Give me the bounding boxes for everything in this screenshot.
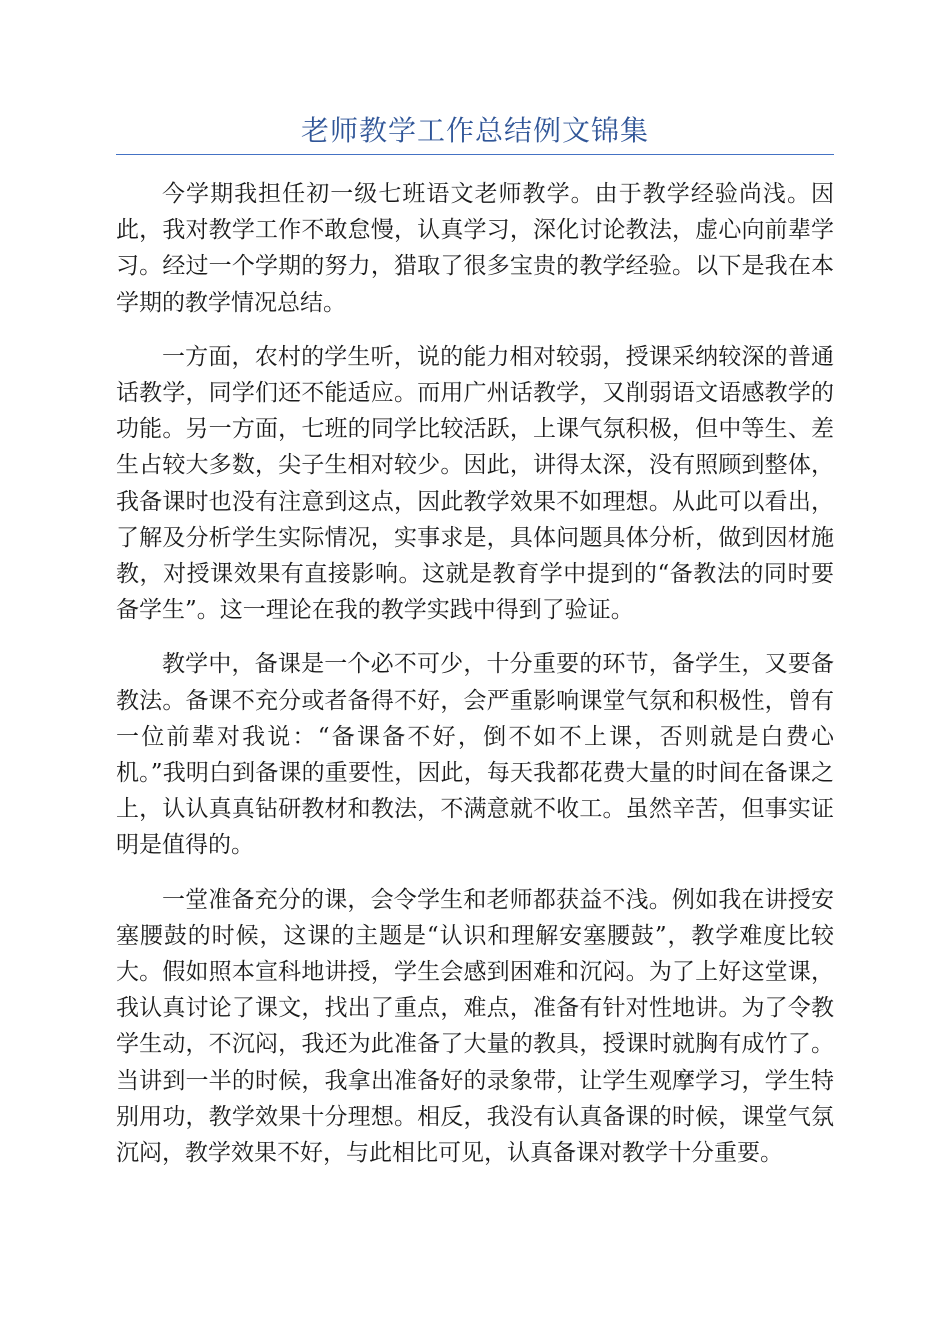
title-underline (116, 154, 834, 155)
document-body (116, 176, 834, 1189)
paragraph-1: 今学期我担任初一级七班语文老师教学。由于教学经验尚浅。因此，我对教学工作不敢怠慢，认真学习，深化讨论教法，虚心向前辈学习。经过一个学期的努力，猎取了很多宝贵的教学经验。以下是我在本学期的教学情况总结。 (116, 181, 834, 316)
document-title: 老师教学工作总结例文锦集 (300, 114, 649, 147)
paragraph-4: 一堂准备充分的课，会令学生和老师都获益不浅。例如我在讲授安塞腰鼓的时候，这课的主题是“认识和理解安塞腰鼓”，教学难度比较大。假如照本宣科地讲授，学生会感到困难和沉闷。为了上好这堂课，我认真讨论了课文，找出了重点，难点，准备有针对性地讲。为了令教学生动，不沉闷，我还为此准备了大量的教具，授课时就胸有成竹了。当讲到一半的时候，我拿出准备好的录象带，让学生观摩学习，学生特别用功，教学效果十分理想。相反，我没有认真备课的时候，课堂气氛沉闷，教学效果不好，与此相比可见，认真备课对教学十分重要。 (116, 886, 834, 1167)
paragraph-2: 一方面，农村的学生听，说的能力相对较弱，授课采纳较深的普通话教学，同学们还不能适应。而用广州话教学，又削弱语文语感教学的功能。另一方面，七班的同学比较活跃，上课气氛积极，但中等生、差生占较大多数，尖子生相对较少。因此，讲得太深，没有照顾到整体，我备课时也没有注意到这点，因此教学效果不如理想。从此可以看出，了解及分析学生实际情况，实事求是，具体问题具体分析，做到因材施教，对授课效果有直接影响。这就是教育学中提到的“备教法的同时要备学生”。这一理论在我的教学实践中得到了验证。 (116, 343, 834, 624)
paragraph-3: 教学中，备课是一个必不可少，十分重要的环节，备学生，又要备教法。备课不充分或者备得不好，会严重影响课堂气氛和积极性，曾有一位前辈对我说：“备课备不好，倒不如不上课，否则就是白费心机。”我明白到备课的重要性，因此，每天我都花费大量的时间在备课之上，认认真真钻研教材和教法，不满意就不收工。虽然辛苦，但事实证明是值得的。 (116, 651, 834, 859)
